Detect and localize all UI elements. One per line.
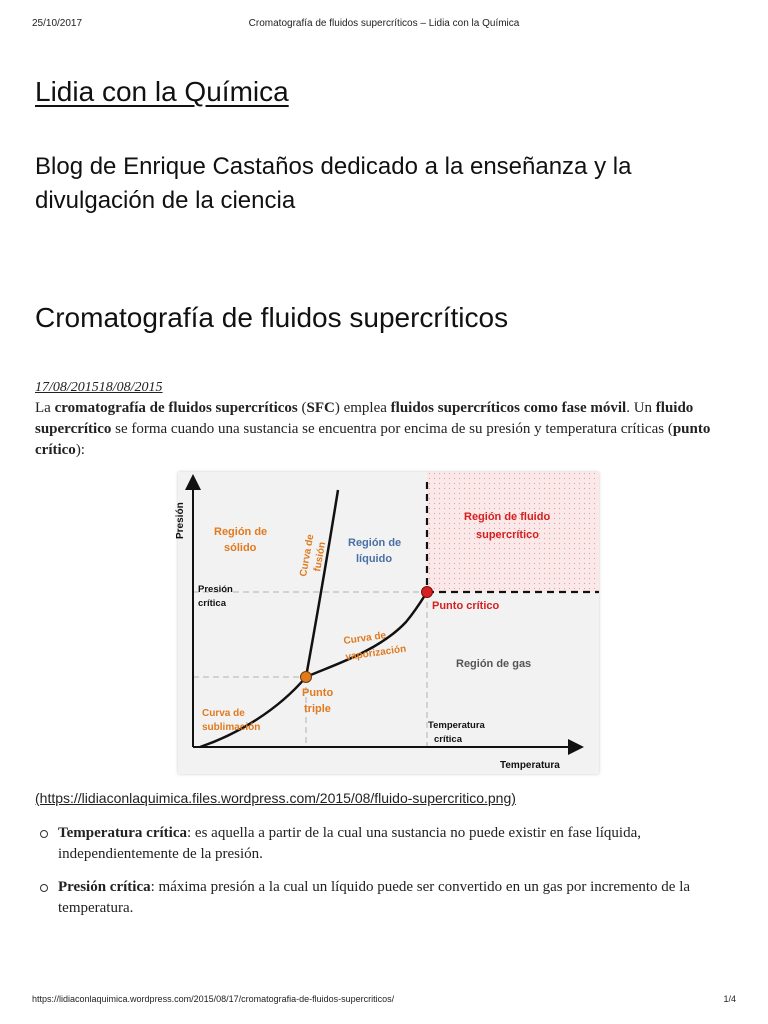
critical-point-marker — [422, 587, 433, 598]
sublimation-curve-label-1: Curva de — [202, 708, 245, 719]
hollow-bullet-icon — [40, 884, 48, 892]
vaporization-curve-label-2: vaporización — [344, 643, 407, 663]
phase-diagram-image[interactable] — [175, 472, 599, 774]
critical-temperature-label-1: Temperatura — [428, 720, 485, 731]
post-date-link[interactable]: 17/08/201518/08/2015 — [35, 380, 163, 395]
y-axis-title: Presión — [175, 502, 186, 539]
supercritical-region-label-1: Región de fluido — [464, 511, 551, 523]
intro-bold-term: SFC — [306, 400, 335, 416]
liquid-region-label-1: Región de — [348, 537, 402, 549]
post-title: Cromatografía de fluidos supercríticos — [35, 302, 509, 333]
site-title-link[interactable]: Lidia con la Química — [35, 76, 289, 107]
list-item — [40, 823, 730, 865]
intro-text: ) emplea — [334, 400, 391, 416]
critical-temperature-label-2: crítica — [434, 734, 462, 745]
print-page-number: 1/4 — [723, 994, 736, 1004]
print-page-url: https://lidiaconlaquimica.wordpress.com/2015/08/17/cromatografia-de-fluidos-supercriticos/ — [32, 994, 395, 1004]
intro-bold-term: fluidos supercríticos como fase móvil — [390, 400, 627, 416]
supercritical-region-label-2: supercrítico — [476, 529, 539, 541]
intro-text: . Un — [626, 400, 656, 416]
liquid-region-label-2: líquido — [356, 553, 393, 565]
site-tagline: Blog de Enrique Castaños dedicado a la enseñanza y la divulgación de la ciencia — [35, 153, 632, 214]
definition-text: : máxima presión a la cual un líquido puede ser convertido en un gas por incremento de la temperatura. — [58, 879, 691, 916]
intro-text: se forma cuando una sustancia se encuentra por encima de su presión y temperatura críticas ( — [111, 421, 673, 437]
print-date: 25/10/2017 — [32, 18, 83, 29]
intro-text: ( — [297, 400, 307, 416]
fusion-curve — [306, 490, 338, 677]
critical-point-label: Punto crítico — [432, 600, 500, 612]
list-item — [40, 877, 730, 919]
post-intro-paragraph — [35, 398, 735, 461]
triple-point-marker — [301, 672, 312, 683]
hollow-bullet-icon — [40, 830, 48, 838]
intro-bold-term: punto crítico — [35, 421, 711, 458]
fusion-curve-label-2: fusión — [312, 541, 329, 573]
solid-region-label-1: Región de — [214, 526, 268, 538]
print-header — [32, 18, 736, 32]
x-axis-title: Temperatura — [500, 760, 560, 771]
solid-region-label-2: sólido — [224, 542, 257, 554]
intro-text: La — [35, 400, 55, 416]
critical-pressure-label-1: Presión — [198, 584, 233, 595]
definitions-list — [40, 823, 730, 931]
intro-bold-term: cromatografía de fluidos supercríticos — [54, 400, 298, 416]
gas-region-label: Región de gas — [456, 658, 532, 670]
print-document-title: Cromatografía de fluidos supercríticos – Lidia con la Química — [248, 18, 520, 29]
triple-point-label-1: Punto — [302, 687, 334, 699]
fusion-curve-label-1: Curva de — [298, 533, 317, 578]
triple-point-label-2: triple — [304, 703, 331, 715]
sublimation-curve-label-2: sublimación — [202, 722, 261, 733]
image-source-link[interactable]: (https://lidiaconlaquimica.files.wordpress.com/2015/08/fluido-supercritico.png) — [35, 790, 516, 806]
definition-term: Temperatura crítica — [58, 825, 187, 841]
print-footer — [32, 994, 736, 1008]
intro-bold-term: fluido supercrítico — [35, 400, 694, 437]
vaporization-curve-label-1: Curva de — [342, 630, 387, 647]
intro-text: ): — [75, 442, 85, 458]
critical-pressure-label-2: crítica — [198, 598, 226, 609]
phase-diagram — [175, 472, 599, 774]
definition-term: Presión crítica — [58, 879, 151, 895]
definition-text: : es aquella a partir de la cual una sustancia no puede existir en fase líquida, independientemente de la presión. — [58, 825, 641, 862]
